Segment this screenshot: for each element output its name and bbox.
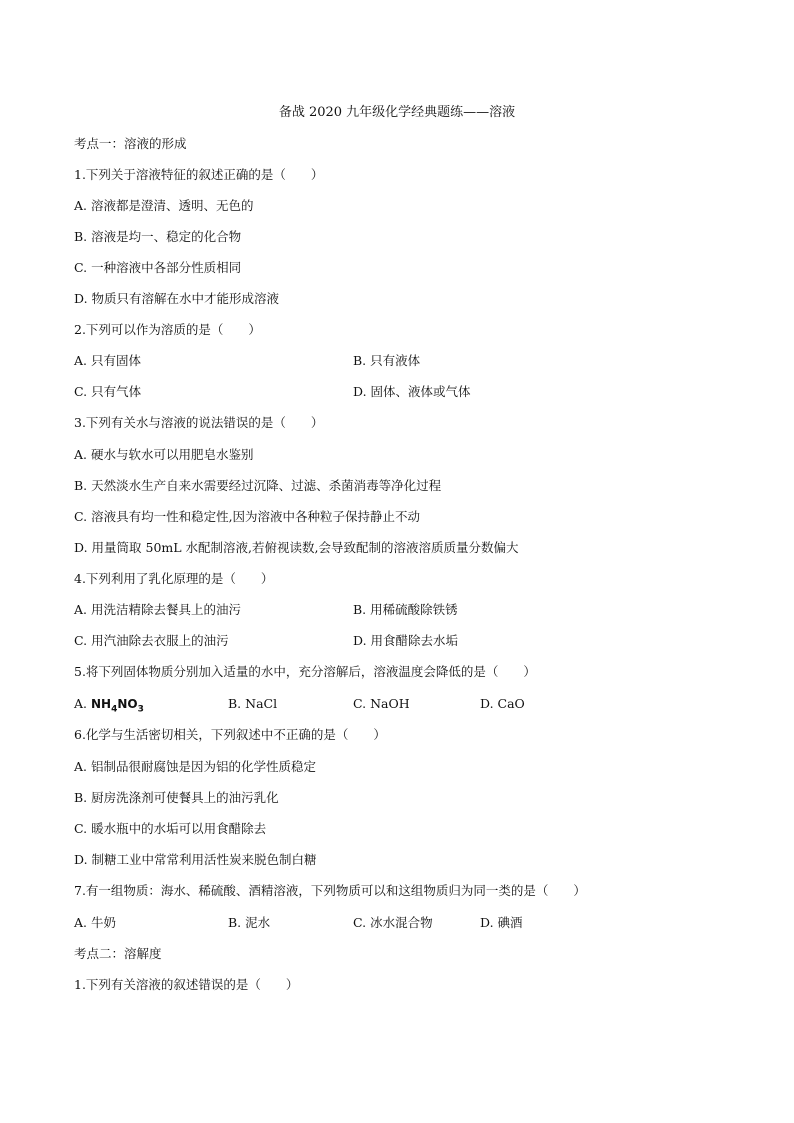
question-6-option-c: C. 暖水瓶中的水垢可以用食醋除去 <box>74 821 267 836</box>
question-1-option-b: B. 溶液是均一、稳定的化合物 <box>74 229 242 244</box>
question-5-option-a-prefix: A. <box>74 696 88 711</box>
question-2-option-c: C. 只有气体 <box>74 384 142 399</box>
question-5-stem: 5.将下列固体物质分别加入适量的水中，充分溶解后，溶液温度会降低的是（ ） <box>74 664 536 679</box>
question-2-options-row-1 <box>0 352 794 370</box>
question-1-option-c: C. 一种溶液中各部分性质相同 <box>74 260 242 275</box>
question-7-options-row <box>0 914 794 932</box>
question-5-option-d: D. CaO <box>480 696 525 711</box>
question-5-option-a <box>74 695 144 718</box>
question-4-option-b: B. 用稀硫酸除铁锈 <box>353 602 458 617</box>
question-5-option-b: B. NaCl <box>228 696 278 711</box>
question-3-stem: 3.下列有关水与溶液的说法错误的是（ ） <box>74 415 324 430</box>
question-4-options-row-1 <box>0 601 794 619</box>
question-3-option-c: C. 溶液具有均一性和稳定性,因为溶液中各种粒子保持静止不动 <box>74 509 421 524</box>
question-6-option-a: A. 铝制品很耐腐蚀是因为铝的化学性质稳定 <box>74 759 316 774</box>
question-3-option-d: D. 用量筒取 50mL 水配制溶液,若俯视读数,会导致配制的溶液溶质质量分数偏大 <box>74 540 519 555</box>
question-8-stem: 1.下列有关溶液的叙述错误的是（ ） <box>74 977 299 992</box>
question-6-stem: 6.化学与生活密切相关，下列叙述中不正确的是（ ） <box>74 727 386 742</box>
question-3-option-b: B. 天然淡水生产自来水需要经过沉降、过滤、杀菌消毒等净化过程 <box>74 478 442 493</box>
section-heading-1: 考点一：溶液的形成 <box>74 136 187 151</box>
question-2-stem: 2.下列可以作为溶质的是（ ） <box>74 322 261 337</box>
question-1-option-d: D. 物质只有溶解在水中才能形成溶液 <box>74 291 280 306</box>
question-2-option-a: A. 只有固体 <box>74 353 141 368</box>
question-3-option-a: A. 硬水与软水可以用肥皂水鉴别 <box>74 447 254 462</box>
question-7-option-b: B. 泥水 <box>228 915 271 930</box>
question-4-option-c: C. 用汽油除去衣服上的油污 <box>74 633 229 648</box>
question-7-option-c: C. 冰水混合物 <box>353 915 433 930</box>
question-5-option-a-formula: $NH_4NO_3$ <box>91 697 144 715</box>
question-4-stem: 4.下列利用了乳化原理的是（ ） <box>74 571 274 586</box>
question-6-option-d: D. 制糖工业中常常利用活性炭来脱色制白糖 <box>74 852 317 867</box>
question-2-options-row-2 <box>0 383 794 401</box>
question-2-option-b: B. 只有液体 <box>353 353 421 368</box>
question-5-options-row <box>0 695 794 713</box>
question-7-option-a: A. 牛奶 <box>74 915 116 930</box>
question-4-option-d: D. 用食醋除去水垢 <box>353 633 459 648</box>
question-4-option-a: A. 用洗洁精除去餐具上的油污 <box>74 602 241 617</box>
question-2-option-d: D. 固体、液体或气体 <box>353 384 471 399</box>
document-title: 备战 2020 九年级化学经典题练——溶液 <box>278 105 516 120</box>
section-heading-2: 考点二：溶解度 <box>74 946 162 961</box>
question-1-option-a: A. 溶液都是澄清、透明、无色的 <box>74 198 254 213</box>
question-6-option-b: B. 厨房洗涤剂可使餐具上的油污乳化 <box>74 790 279 805</box>
question-7-stem: 7.有一组物质：海水、稀硫酸、酒精溶液，下列物质可以和这组物质归为同一类的是（ ） <box>74 883 586 898</box>
question-4-options-row-2 <box>0 632 794 650</box>
question-5-option-c: C. NaOH <box>353 696 410 711</box>
question-7-option-d: D. 碘酒 <box>480 915 523 930</box>
question-1-stem: 1.下列关于溶液特征的叙述正确的是（ ） <box>74 167 324 182</box>
